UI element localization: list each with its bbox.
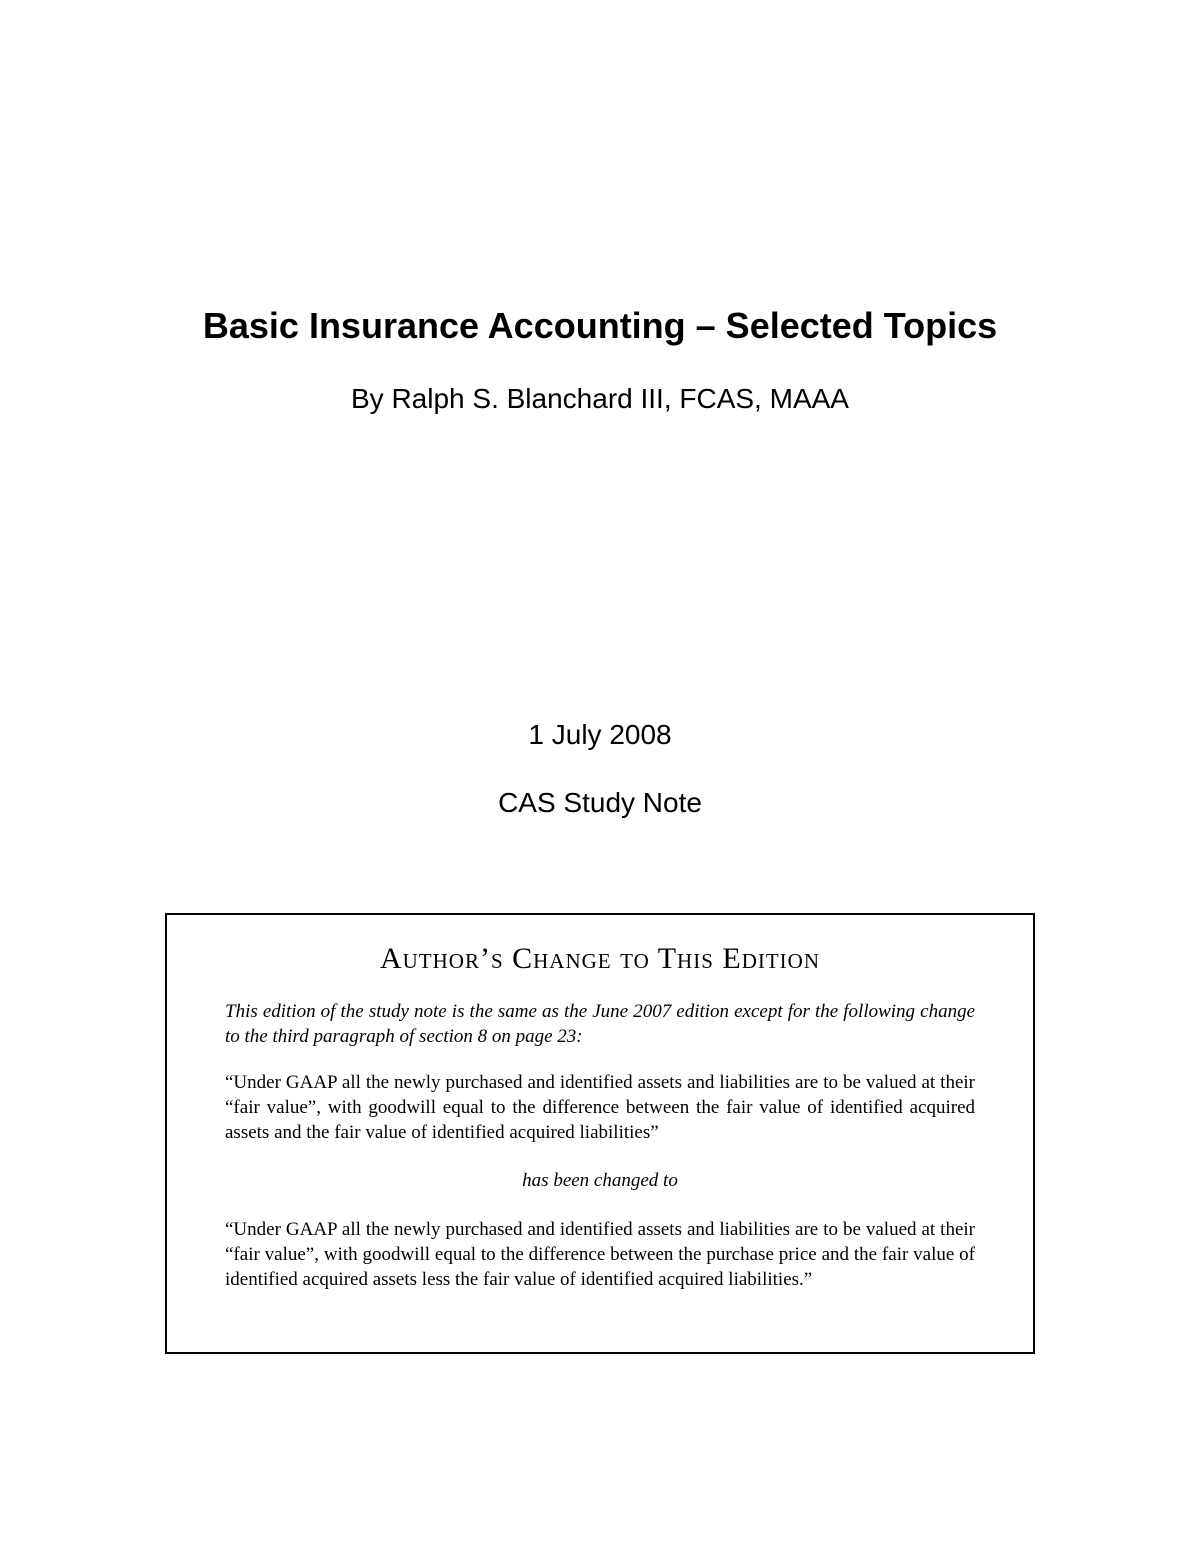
change-intro: This edition of the study note is the same as the June 2007 edition except for the following change to the third paragraph of section 8 on page 23: — [225, 1001, 975, 1047]
publication-date: 1 July 2008 — [528, 719, 672, 750]
author-change-box — [165, 913, 1035, 1354]
change-heading: Author’s Change to This Edition — [379, 942, 821, 975]
document-type: CAS Study Note — [498, 787, 702, 818]
author-byline: By Ralph S. Blanchard III, FCAS, MAAA — [351, 383, 849, 414]
author-change-content — [225, 915, 975, 1292]
original-text: “Under GAAP all the newly purchased and identified assets and liabilities are to be valued at their “fair value”, with goodwill equal to the difference between the fair value of identified acquired assets and the fair value of identified acquired liabilities” — [225, 1072, 975, 1143]
revised-text: “Under GAAP all the newly purchased and identified assets and liabilities are to be valued at their “fair value”, with goodwill equal to the difference between the purchase price and the fair value of identified acquired assets less the fair value of identified acquired liabilities.” — [225, 1219, 975, 1290]
changed-label: has been changed to — [522, 1170, 678, 1191]
document-title: Basic Insurance Accounting – Selected Topics — [202, 305, 998, 346]
